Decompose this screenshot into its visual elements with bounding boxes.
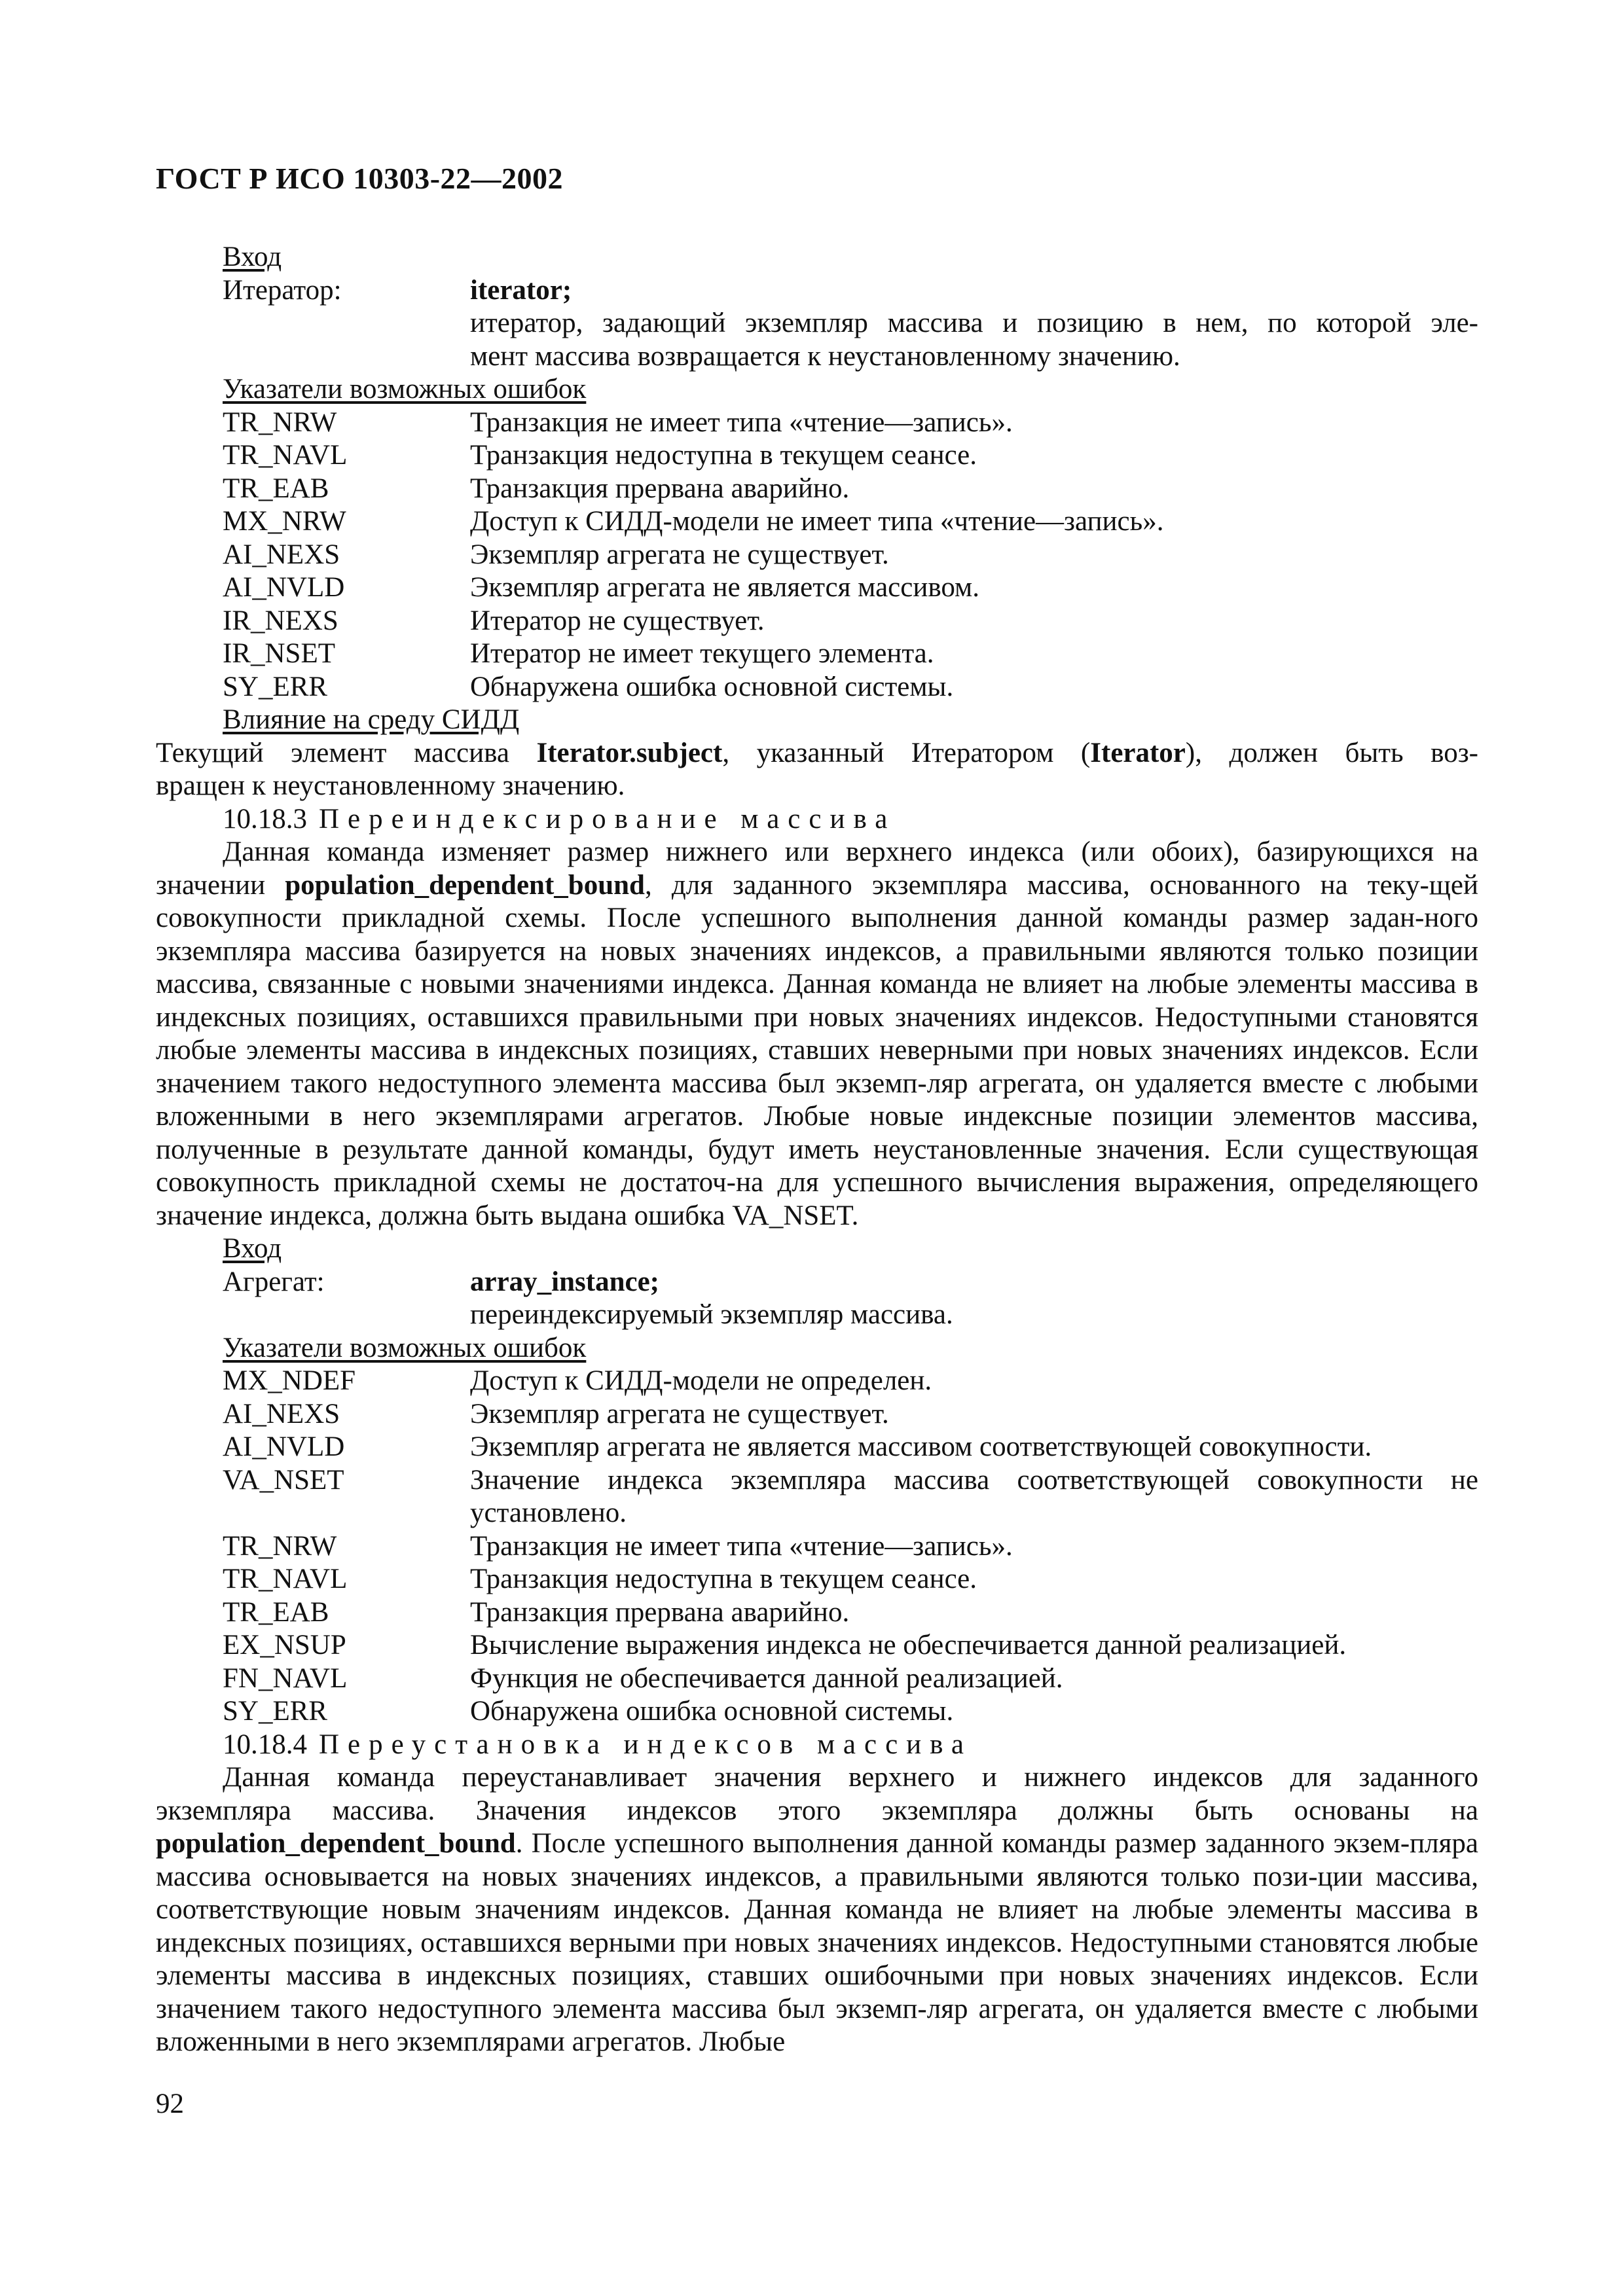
param-description: итератор, задающий экземпляр массива и позицию в нем, по которой эле- (470, 308, 1478, 338)
code-term: population_dependent_bound (156, 1828, 516, 1859)
error-description: Экземпляр агрегата не существует. (470, 539, 889, 570)
effect-heading: Влияние на среду СИДД (223, 704, 520, 735)
error-description: Обнаружена ошибка основной системы. (470, 671, 954, 702)
text-run: ), должен быть воз- (1185, 737, 1478, 768)
error-row (156, 1695, 1478, 1729)
section-title: Переустановка индексов массива (319, 1729, 972, 1760)
body-paragraph (156, 836, 1478, 1232)
param-description: мент массива возвращается к неустановленному значению. (470, 340, 1180, 372)
error-row (156, 406, 1478, 440)
input-heading: Вход (223, 242, 282, 272)
error-row (156, 539, 1478, 572)
body-paragraph-cont (156, 1827, 1478, 2059)
error-row (156, 1464, 1478, 1530)
error-row (156, 671, 1478, 704)
error-code: IR_NSET (223, 638, 335, 669)
error-code: FN_NAVL (223, 1662, 348, 1694)
error-code: TR_EAB (223, 1596, 329, 1628)
error-code: TR_NRW (223, 1530, 337, 1562)
error-code: EX_NSUP (223, 1630, 346, 1660)
param-description: переиндексируемый экземпляр массива. (470, 1299, 953, 1330)
text-run: , для заданного экземпляра массива, основанного на теку-щей совокупности прикладной схемы. После успешного выполнения данной команды размер задан-ного экземпляра массива базируется на новых значениях индексов, а правильными являются только позиции массива, связанные с новыми значениями индекса. Данная команда не влияет на любые элементы массива в индексных позициях, оставшихся правильными при новых значениях индексов. Недоступными становятся любые элементы массива в индексных позициях, ставших неверными при новых значениях индексов. Если значением такого недоступного элемента массива был экземп-ляр агрегата, он удаляется вместе с любыми вложенными в него экземплярами агрегатов. Любые новые индексные позиции элементов массива, полученные в результате данной команды, будут иметь неустановленные значения. Если существующая совокупность прикладной схемы не достаточ-на для успешного вычисления выражения, определяющего значение индекса, должна быть выдана ошибка VA_NSET. (156, 869, 1478, 1231)
error-description: Транзакция прервана аварийно. (470, 473, 850, 504)
code-term: population_dependent_bound (285, 869, 645, 901)
error-description: Значение индекса экземпляра массива соответствующей совокупности не установлено. (470, 1464, 1478, 1528)
error-code: AI_NEXS (223, 1398, 340, 1429)
param-name: iterator; (470, 274, 572, 306)
error-description: Транзакция не имеет типа «чтение—запись». (470, 1530, 1013, 1562)
error-code: TR_EAB (223, 473, 329, 504)
error-code: VA_NSET (223, 1464, 344, 1496)
body-paragraph-line: экземпляра массива. Значения индексов этого экземпляра должны быть основаны на (156, 1795, 1478, 1826)
text-run: , указанный Итератором ( (722, 737, 1091, 768)
text-run: Данная команда изменяет размер нижнего или верхнего индекса (или обоих), базирующихся на значении (156, 836, 1478, 901)
error-row (156, 1365, 1478, 1398)
text-run: Текущий элемент массива (156, 737, 537, 768)
error-row (156, 473, 1478, 506)
error-description: Экземпляр агрегата не существует. (470, 1398, 889, 1429)
error-code: MX_NRW (223, 506, 346, 537)
error-description: Итератор не имеет текущего элемента. (470, 638, 934, 669)
error-description: Итератор не существует. (470, 605, 765, 636)
error-row (156, 1398, 1478, 1431)
error-code: TR_NRW (223, 406, 337, 438)
error-description: Транзакция недоступна в текущем сеансе. (470, 440, 977, 471)
error-row (156, 505, 1478, 539)
code-term: Iterator.subject (536, 737, 723, 768)
param-key: Агрегат: (223, 1266, 325, 1297)
error-description: Экземпляр агрегата не является массивом. (470, 572, 980, 603)
section-number: 10.18.3 (223, 803, 307, 834)
section-title: Переиндексирование массива (319, 803, 896, 834)
errors-heading: Указатели возможных ошибок (223, 374, 587, 404)
error-row (156, 1662, 1478, 1696)
error-row (156, 1596, 1478, 1630)
error-row (156, 1563, 1478, 1596)
error-row (156, 439, 1478, 473)
body-paragraph: Данная команда переустанавливает значения верхнего и нижнего индексов для заданного (223, 1762, 1478, 1793)
error-code: AI_NVLD (223, 1431, 345, 1462)
error-code: SY_ERR (223, 671, 328, 702)
param-name: array_instance; (470, 1266, 659, 1297)
text-run: . После успешного выполнения данной команды размер заданного экзем-пляра массива основывается на новых значениях индексов, а правильными являются только пози-ции массива, соответствующие новым значениям индексов. Данная команда не влияет на любые элементы массива в индексных позициях, оставшихся верными при новых значениях индексов. Недоступными становятся любые элементы массива в индексных позициях, ставших ошибочными при новых значениях индексов. Если значением такого недоступного элемента массива был экземп-ляр агрегата, он удаляется вместе с любыми вложенными в него экземплярами агрегатов. Любые (156, 1828, 1478, 2057)
error-description: Обнаружена ошибка основной системы. (470, 1696, 954, 1727)
error-code: TR_NAVL (223, 1564, 348, 1594)
errors-heading: Указатели возможных ошибок (223, 1332, 587, 1363)
error-code: SY_ERR (223, 1696, 328, 1727)
page-content (156, 241, 1478, 2059)
error-list (156, 1365, 1478, 1729)
error-row (156, 605, 1478, 638)
param-row (156, 274, 1478, 308)
error-code: AI_NEXS (223, 539, 340, 570)
error-description: Экземпляр агрегата не является массивом соответствующей совокупности. (470, 1431, 1372, 1462)
error-code: AI_NVLD (223, 572, 345, 603)
error-row (156, 1629, 1478, 1662)
code-term: Iterator (1090, 737, 1186, 768)
error-description: Транзакция недоступна в текущем сеансе. (470, 1564, 977, 1594)
section-heading (156, 803, 1478, 836)
error-code: IR_NEXS (223, 605, 338, 636)
page-number: 92 (156, 2089, 184, 2119)
error-description: Транзакция не имеет типа «чтение—запись». (470, 406, 1013, 438)
error-code: TR_NAVL (223, 440, 348, 471)
error-list (156, 406, 1478, 704)
error-description: Доступ к СИДД-модели не определен. (470, 1365, 932, 1396)
error-description: Вычисление выражения индекса не обеспечивается данной реализацией. (470, 1630, 1347, 1660)
effect-paragraph (156, 737, 1478, 770)
error-row (156, 1530, 1478, 1564)
section-heading (156, 1729, 1478, 1762)
section-number: 10.18.4 (223, 1729, 307, 1760)
document-header: ГОСТ Р ИСО 10303-22—2002 (156, 162, 564, 195)
effect-paragraph-cont: вращен к неустановленному значению. (156, 770, 625, 801)
param-key: Итератор: (223, 274, 342, 306)
param-row (156, 1266, 1478, 1299)
error-code: MX_NDEF (223, 1365, 356, 1396)
error-description: Функция не обеспечивается данной реализацией. (470, 1662, 1063, 1694)
error-description: Доступ к СИДД-модели не имеет типа «чтение—запись». (470, 506, 1164, 537)
error-row (156, 571, 1478, 605)
error-row (156, 637, 1478, 671)
error-row (156, 1431, 1478, 1464)
input-heading: Вход (223, 1233, 282, 1264)
error-description: Транзакция прервана аварийно. (470, 1596, 850, 1628)
